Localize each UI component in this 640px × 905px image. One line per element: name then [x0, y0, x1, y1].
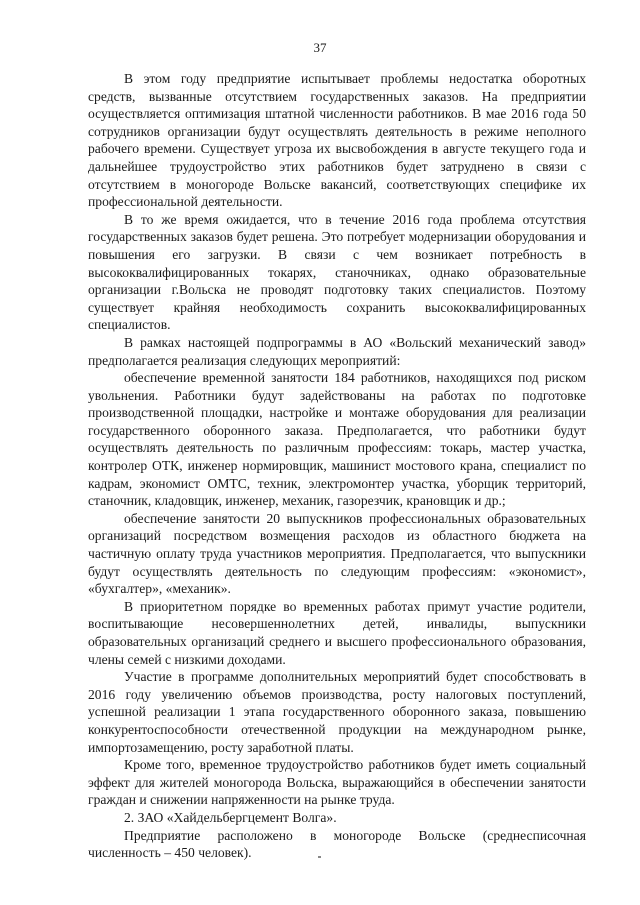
paragraph-program-benefits: Участие в программе дополнительных мероприятий будет способствовать в 2016 году увеличению объемов производства, росту налоговых поступлений, успешной реализации 1 этапа государственного оборонного заказа, повышению конкурентоспособности отечественной продукции на международном рынке, импортозамещению, росту заработной платы. — [88, 669, 586, 755]
section-heading: 2. ЗАО «Хайдельбергцемент Волга». — [124, 809, 337, 825]
paragraph-priority-participants: В приоритетном порядке во временных работах примут участие родители, воспитывающие несовершеннолетних детей, инвалиды, выпускники образовательных организаций среднего и высшего профессионального образования, члены семей с низкими доходами. — [88, 598, 586, 667]
scan-dot — [318, 856, 321, 858]
paragraph-temporary-employment: обеспечение временной занятости 184 работников, находящихся под риском увольнения. Работники будут задействованы на работах по подготовке производственной площадки, настройке и монтаже оборудования для реализации государственного оборонного заказа. Предполагается, что работники будут осуществлять деятельность по различным профессиям: токарь, мастер участка, контролер ОТК, инженер нормировщик, машинист мостового крана, специалист по кадрам, экономист ОМТС, техник, электромонтер участка, уборщик территорий, станочник, кладовщик, инженер, механик, газорезчик, крановщик и др.; — [88, 370, 586, 509]
page-number: 37 — [313, 40, 327, 55]
paragraph-subprogram-measures: В рамках настоящей подпрограммы в АО «Вольский механический завод» предполагается реализация следующих мероприятий: — [88, 334, 586, 368]
paragraph-state-orders: В то же время ожидается, что в течение 2016 года проблема отсутствия государственных заказов будет решена. Это потребует модернизации оборудования и повышения его загрузки. В связи с чем возникает потребность в высококвалифицированных токарях, станочниках, однако образовательные организации г.Вольска не проводят подготовку таких специалистов. Поэтому существует крайняя необходимость сохранить высококвалифицированных специалистов. — [88, 211, 586, 333]
paragraph-working-capital: В этом году предприятие испытывает проблемы недостатка оборотных средств, вызванные отсутствием государственных заказов. На предприятии осуществляется оптимизация штатной численности работников. В мае 2016 года 50 сотрудников организации будут осуществлять деятельность в режиме неполного рабочего времени. Существует угроза их высвобождения в августе текущего года и дальнейшее трудоустройство этих работников будет затруднено в связи с отсутствием в моногороде Вольске вакансий, соответствующих специфике их профессиональной деятельности. — [88, 71, 586, 210]
paragraph-social-effect: Кроме того, временное трудоустройство работников будет иметь социальный эффект для жителей моногорода Вольска, выражающийся в обеспечении занятости граждан и снижении напряженности на рынке труда. — [88, 757, 586, 808]
paragraph-graduates-employment: обеспечение занятости 20 выпускников профессиональных образовательных организаций посредством возмещения расходов из областного бюджета на частичную оплату труда участников мероприятия. Предполагается, что выпускники будут осуществлять деятельность по следующим профессиям: «экономист», «бухгалтер», «механик». — [88, 510, 586, 597]
document-body — [88, 70, 586, 862]
paragraph-enterprise-location: Предприятие расположено в моногороде Вольске (среднесписочная численность – 450 человек). — [88, 827, 586, 861]
